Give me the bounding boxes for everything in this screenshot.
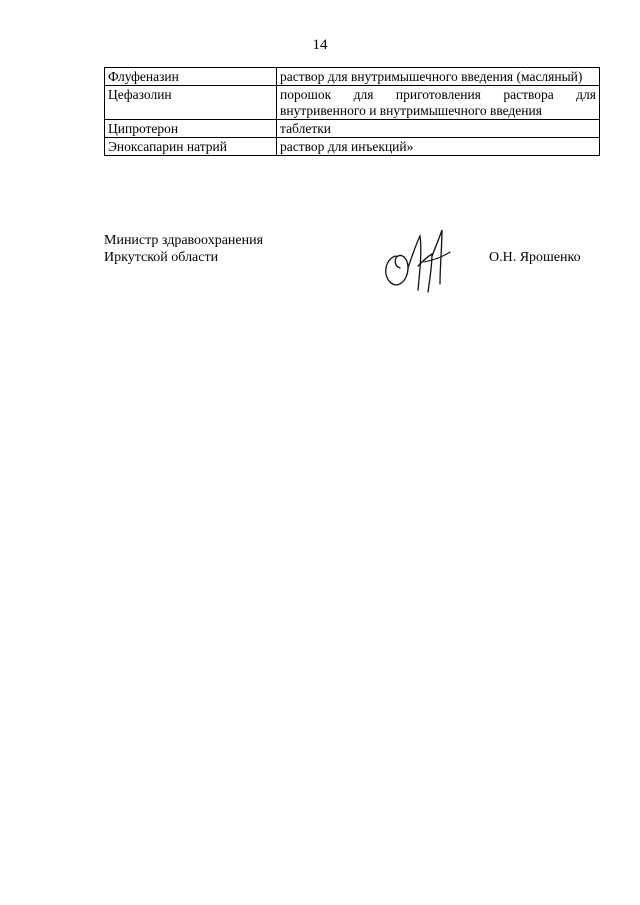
table-row — [105, 86, 600, 120]
drug-form-cell: таблетки — [277, 120, 600, 138]
position-title-line1: Министр здравоохранения — [104, 233, 264, 248]
drug-table — [104, 67, 600, 156]
drug-name-cell: Эноксапарин натрий — [105, 138, 277, 156]
signer-name: О.Н. Ярошенко — [489, 250, 581, 265]
position-title-line2: Иркутской области — [104, 250, 219, 265]
drug-name-cell: Флуфеназин — [105, 68, 277, 86]
drug-name-cell: Ципротерон — [105, 120, 277, 138]
drug-form-cell: раствор для инъекций» — [277, 138, 600, 156]
drug-form-cell: порошок для приготовления раствора для внутривенного и внутримышечного введения — [277, 86, 600, 120]
signature-position — [104, 232, 263, 266]
page-number: 14 — [312, 37, 328, 53]
table-row — [105, 138, 600, 156]
table-row — [105, 120, 600, 138]
table-row — [105, 68, 600, 86]
drug-name-cell: Цефазолин — [105, 86, 277, 120]
drug-form-cell: раствор для внутримышечного введения (масляный) — [277, 68, 600, 86]
handwritten-signature — [378, 226, 458, 296]
